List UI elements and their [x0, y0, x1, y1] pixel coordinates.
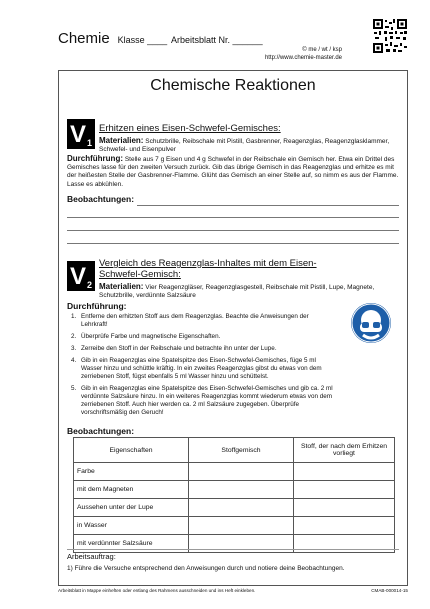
- experiment-2-procedure-label: Durchführung:: [67, 301, 127, 311]
- document-code: CMAB-000014-15: [371, 588, 408, 593]
- step-item: 4. Gib in ein Reagenzglas eine Spatelspitze des Eisen-Schwefel-Gemisches, füge 5 ml Wasser hinzu und schüttle kräftig. In ein zweites Reagenzglas gibst du etwas von dem zerriebenen Stoff, fügst ebenfalls 5 ml Wasser hinzu und schüttelst.: [71, 357, 322, 380]
- arbeitsblatt-field: Arbeitsblatt Nr. ______: [171, 35, 263, 45]
- experiment-2-badge: V $_2$: [67, 261, 95, 291]
- step-item: 5. Gib in ein Reagenzglas eine Spatelspitze des Eisen-Schwefel-Gemisches und gib ca. 2 ml verdünnte Salzsäure hinzu. In ein weiteres Reagenzglas kommt wiederum etwas von dem zerriebenen Stoff. Auch hier werden ca. 2 ml Salzsäure zugegeben. Überprüfe vorschriftsmäßig den Geruch!: [71, 385, 333, 416]
- experiment-1-badge: V $_1$: [67, 119, 95, 149]
- writing-line[interactable]: [67, 217, 399, 218]
- table-header-row: [74, 438, 395, 463]
- subject: Chemie: [58, 30, 110, 47]
- answer-cell[interactable]: [294, 463, 395, 481]
- answer-cell[interactable]: [294, 517, 395, 535]
- step-item: 3. Zerreibe den Stoff in der Reibschale und betrachte ihn unter der Lupe.: [71, 345, 277, 352]
- experiment-2-observations-label: Beobachtungen:: [67, 426, 135, 436]
- task-item: 1) Führe die Versuche entsprechend den Anweisungen durch und notiere deine Beobachtungen.: [67, 565, 345, 572]
- table-row: [74, 463, 395, 481]
- experiment-1-heading: Erhitzen eines Eisen-Schwefel-Gemisches:: [99, 123, 281, 134]
- writing-line[interactable]: [67, 230, 399, 231]
- table-row: [74, 517, 395, 535]
- worksheet: [58, 18, 408, 593]
- column-header: Stoff, der nach dem Erhitzen vorliegt: [294, 438, 395, 463]
- column-header: Stoffgemisch: [189, 438, 294, 463]
- divider: [67, 549, 399, 550]
- step-item: 1. Entferne den erhitzten Stoff aus dem Reagenzglas. Beachte die Anweisungen der Lehrkraft!: [71, 313, 309, 328]
- row-label: mit dem Magneten: [74, 481, 189, 499]
- footer-note: Arbeitsblatt in Mappe einheften oder entlang des Rahmens ausschneiden und ins Heft einkleben.: [58, 588, 256, 593]
- footer: [58, 588, 408, 593]
- writing-line[interactable]: [137, 205, 399, 206]
- credits: [265, 46, 342, 62]
- experiment-1-materials: Materialien: Schutzbrille, Reibschale mit Pistill, Gasbrenner, Reagenzglas, Reagenzglasklammer, Schwefel- und Eisenpulver: [99, 136, 390, 154]
- answer-cell[interactable]: [189, 517, 294, 535]
- content-frame: [58, 70, 408, 586]
- experiment-1-observations-label: Beobachtungen:: [67, 194, 135, 204]
- header: [58, 30, 353, 47]
- observation-table: [73, 437, 395, 553]
- experiment-1-procedure: Durchführung: Stelle aus 7 g Eisen und 4 g Schwefel in der Reibschale ein Gemisch her. Etwa ein Drittel des Gemisches lasse für den zweiten Versuch zurück. Gib das übrige Gemisch in das Reagenzglas und erhitze es mit der heißesten Stelle der Gasbrenner-Flamme. Glüht das Gemisch an einer Stelle auf, so nimm es aus der Flamme. Lasse es abkühlen.: [67, 154, 399, 188]
- row-label: Aussehen unter der Lupe: [74, 499, 189, 517]
- procedure-steps: [71, 313, 335, 421]
- experiment-2-heading: Vergleich des Reagenzglas-Inhaltes mit dem Eisen-Schwefel-Gemisch:: [99, 258, 317, 280]
- table-row: [74, 499, 395, 517]
- step-item: 2. Überprüfe Farbe und magnetische Eigenschaften.: [71, 333, 221, 340]
- copyright: © me / wt / ksp: [302, 47, 342, 53]
- table-row: [74, 481, 395, 499]
- qr-code-icon: [372, 18, 408, 54]
- task-label: Arbeitsauftrag:: [67, 552, 116, 561]
- column-header: Eigenschaften: [74, 438, 189, 463]
- row-label: mit verdünnter Salzsäure: [74, 535, 189, 553]
- safety-goggles-icon: [351, 303, 391, 343]
- klasse-field: Klasse ____: [117, 35, 168, 45]
- experiment-2-materials: Materialien: Vier Reagenzgläser, Reagenzglasgestell, Reibschale mit Pistill, Lupe, Magnete, Schutzbrille, verdünnte Salzsäure: [99, 282, 375, 300]
- answer-cell[interactable]: [294, 481, 395, 499]
- row-label: in Wasser: [74, 517, 189, 535]
- row-label: Farbe: [74, 463, 189, 481]
- page-title: Chemische Reaktionen: [150, 77, 316, 94]
- answer-cell[interactable]: [294, 499, 395, 517]
- answer-cell[interactable]: [189, 499, 294, 517]
- website-link[interactable]: http://www.chemie-master.de: [264, 55, 342, 61]
- writing-line[interactable]: [67, 243, 399, 244]
- answer-cell[interactable]: [189, 463, 294, 481]
- answer-cell[interactable]: [189, 481, 294, 499]
